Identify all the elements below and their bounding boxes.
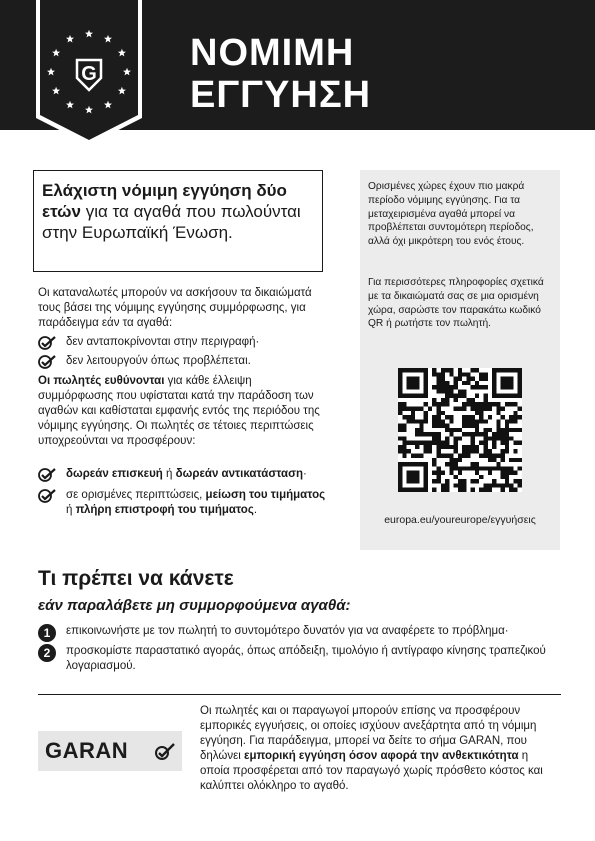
title-line-1: ΝΟΜΙΜΗ: [190, 32, 355, 74]
remedy-price-reduction: μείωση του τιμήματος: [205, 489, 326, 501]
header-banner: [0, 0, 595, 130]
check-icon: [38, 468, 56, 482]
remedy-replacement: δωρεάν αντικατάσταση: [175, 468, 303, 480]
section-divider: [38, 694, 561, 695]
commercial-guarantee-text: [200, 704, 560, 794]
step-text: επικοινωνήστε με τον πωλητή το συντομότερο δυνατόν για να αναφέρετε το πρόβλημα·: [66, 625, 509, 637]
step-item: [38, 644, 558, 674]
step-number-icon: 2: [38, 644, 56, 662]
sellers-text: [38, 374, 328, 449]
info-sidebar: [360, 170, 560, 550]
boxed-bold: Ελάχιστη νόμιμη εγγύηση δύο ετών: [42, 181, 287, 221]
intro-text: Οι καταναλωτές μπορούν να ασκήσουν τα δικαιώματά τους βάσει της νόμιμης εγγύησης συμμόρφωσης, για παράδειγμα εάν τα αγαθά:: [38, 287, 312, 329]
minimum-guarantee-box: [33, 170, 323, 272]
remedy-pre: σε ορισμένες περιπτώσεις,: [66, 489, 206, 501]
garan-check-icon: [154, 741, 176, 761]
list-item: [38, 488, 328, 518]
garan-logo: [38, 731, 182, 771]
footer-text-post: η οποία προσφέρεται από τον παραγωγό χωρίς πρόσθετο κόστος και καλύπτει ολόκληρο το αγαθό.: [200, 750, 543, 792]
qr-code[interactable]: [398, 368, 522, 492]
list-item: [38, 467, 328, 482]
boxed-rest: για τα αγαθά που πωλούνται στην Ευρωπαϊκή Ένωση.: [42, 202, 301, 242]
remedy-punct: ·: [302, 468, 307, 480]
step-text: προσκομίστε παραστατικό αγοράς, όπως απόδειξη, τιμολόγιο ή αντίγραφο κίνησης τραπεζικού λογαριασμού.: [66, 645, 546, 672]
steps-list: [38, 624, 558, 679]
step-item: [38, 624, 558, 639]
remedy-or: ή: [66, 504, 76, 516]
europa-link[interactable]: europa.eu/youreurope/εγγυήσεις: [384, 514, 536, 526]
check-icon: [38, 489, 56, 503]
remedy-or: ή: [162, 468, 176, 480]
remedy-punct: .: [253, 504, 258, 516]
footer-text-pre: Οι πωλητές και οι παραγωγοί μπορούν επίσης να προσφέρουν εμπορικές εγγυήσεις, οι οποίες ισχύουν ανεξάρτητα από τη νόμιμη εγγύηση. Για παράδειγμα, μπορεί να δείτε το σήμα GARAN, που δηλώνει: [200, 705, 537, 762]
remedy-repair: δωρεάν επισκευή: [66, 468, 163, 480]
sidebar-text-1: Ορισμένες χώρες έχουν πιο μακρά περίοδο νόμιμης εγγύησης. Για τα μεταχειρισμένα αγαθά μπορεί να προβλέπεται συντομότερη περίοδος, αλλά όχι μικρότερη του ενός έτους.: [368, 181, 534, 248]
list-item: [38, 335, 328, 350]
title-line-2: ΕΓΓΥΗΣΗ: [190, 74, 372, 116]
list-item: [38, 354, 328, 369]
step-number-icon: 1: [38, 624, 56, 642]
sellers-bold: Οι πωλητές ευθύνονται: [38, 375, 165, 387]
sellers-rest: για κάθε έλλειψη συμμόρφωσης που υφίσταται κατά την παράδοση των αγαθών και καθίσταται εμφανής εντός της περιόδου της νόμιμης εγγύησης. Οι πωλητές σε τέτοιες περιπτώσεις υποχρεούνται να προσφέρουν:: [38, 375, 320, 447]
sidebar-text-2: Για περισσότερες πληροφορίες σχετικά με τα δικαιώματά σας σε μια ορισμένη χώρα, σαρώστε τον παρακάτω κωδικό QR ή ρωτήστε τον πωλητή.: [368, 277, 544, 330]
check-icon: [38, 355, 56, 369]
footer-text-bold: εμπορική εγγύηση όσον αφορά την ανθεκτικότητα: [243, 750, 519, 762]
check-text: δεν ανταποκρίνονται στην περιγραφή·: [66, 336, 260, 348]
remedy-full-refund: πλήρη επιστροφή του τιμήματος: [75, 504, 254, 516]
what-to-do-title: Τι πρέπει να κάνετε: [38, 567, 234, 590]
garan-logo-text: GARAN: [45, 738, 129, 763]
check-text: δεν λειτουργούν όπως προβλέπεται.: [66, 355, 251, 367]
what-to-do-subtitle: εάν παραλάβετε μη συμμορφούμενα αγαθά:: [38, 597, 351, 614]
guarantee-shield-logo: [36, 0, 142, 145]
check-icon: [38, 336, 56, 350]
remedies-check-list: [38, 467, 328, 524]
intro-check-list: [38, 335, 328, 373]
page-title: [190, 32, 371, 116]
logo-letter: G: [81, 63, 97, 85]
